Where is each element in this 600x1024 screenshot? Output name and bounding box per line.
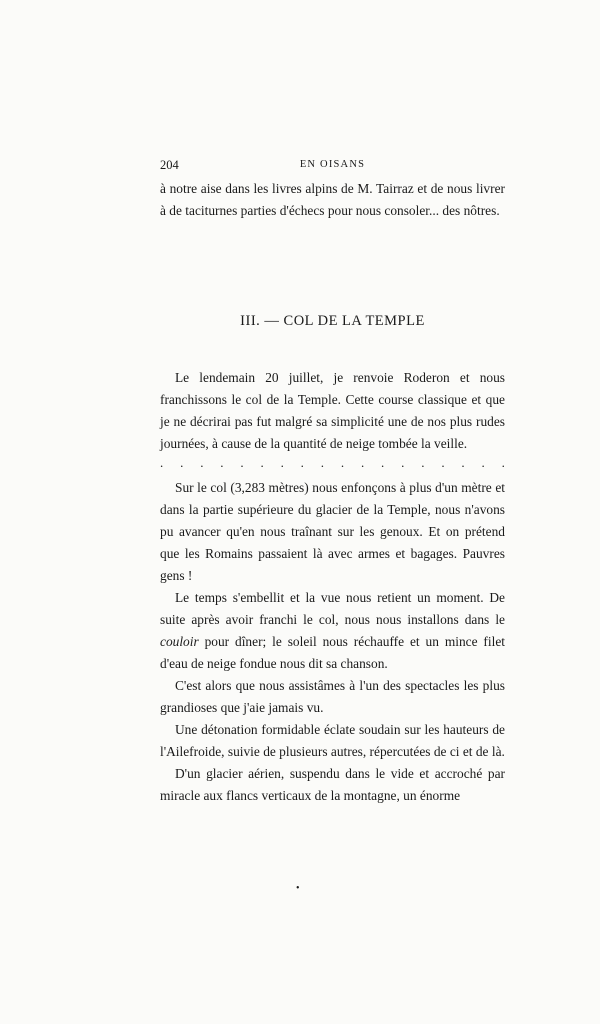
break-dot: . (220, 455, 224, 470)
break-dot: . (381, 455, 385, 470)
break-dot: . (461, 455, 465, 470)
page-number: 204 (160, 158, 179, 172)
break-dot: . (160, 455, 164, 470)
break-dot: . (441, 455, 445, 470)
italic-word: couloir (160, 634, 199, 649)
section-break-dots (160, 456, 505, 470)
break-dot: . (320, 455, 324, 470)
break-dot: . (360, 455, 365, 470)
break-dot: . (200, 455, 204, 470)
paragraph-6: D'un glacier aérien, suspendu dans le vide et accroché par miracle aux flancs verticaux de la montagne, un énorme (160, 766, 505, 803)
break-dot: . (180, 455, 184, 470)
break-dot: . (260, 455, 264, 470)
paragraph-3 (160, 587, 505, 675)
break-dot: . (340, 455, 345, 470)
running-title: EN OISANS (299, 159, 366, 170)
paragraph-3-start: Le temps s'embellit et la vue nous retient un moment. De suite après avoir franchi le col, nous nous installons dans le (160, 590, 505, 627)
paragraph-1: Le lendemain 20 juillet, je renvoie Roderon et nous franchissons le col de la Temple. Cette course classique et que je ne décrirai pas fut malgré sa simplicité une de nos plus rudes journées, à cause de la quantité de neige tombée la veille. (160, 370, 505, 451)
paragraph-4: C'est alors que nous assistâmes à l'un des spectacles les plus grandioses que j'aie jamais vu. (160, 678, 505, 715)
break-dot: . (421, 455, 425, 470)
paragraph-3-end: pour dîner; le soleil nous réchauffe et un mince filet d'eau de neige fondue nous dit sa chanson. (160, 634, 505, 671)
break-dot: . (240, 455, 244, 470)
break-dot: . (401, 455, 405, 470)
intro-paragraph: à notre aise dans les livres alpins de M. Tairraz et de nous livrer à de taciturnes parties d'échecs pour nous consoler... des nôtres. (160, 181, 505, 218)
break-dot: . (481, 455, 485, 470)
paragraph-2: Sur le col (3,283 mètres) nous enfonçons à plus d'un mètre et dans la partie supérieure du glacier de la Temple, nous n'avons pu avancer qu'en nous traînant sur les genoux. Et on prétend que les Romains passaient là avec armes et bagages. Pauvres gens ! (160, 480, 505, 583)
section-opening-block (160, 367, 505, 455)
break-dot: . (280, 455, 284, 470)
section-heading: III. — COL DE LA TEMPLE (240, 313, 425, 329)
footer-mark: • (296, 883, 300, 894)
break-dot: . (501, 455, 505, 470)
section-body-block (160, 477, 505, 807)
break-dot: . (300, 455, 304, 470)
running-head (160, 158, 505, 176)
paragraph-5: Une détonation formidable éclate soudain sur les hauteurs de l'Ailefroide, suivie de plusieurs autres, répercutées de ci et de là. (160, 722, 505, 759)
intro-text-block (160, 178, 505, 222)
